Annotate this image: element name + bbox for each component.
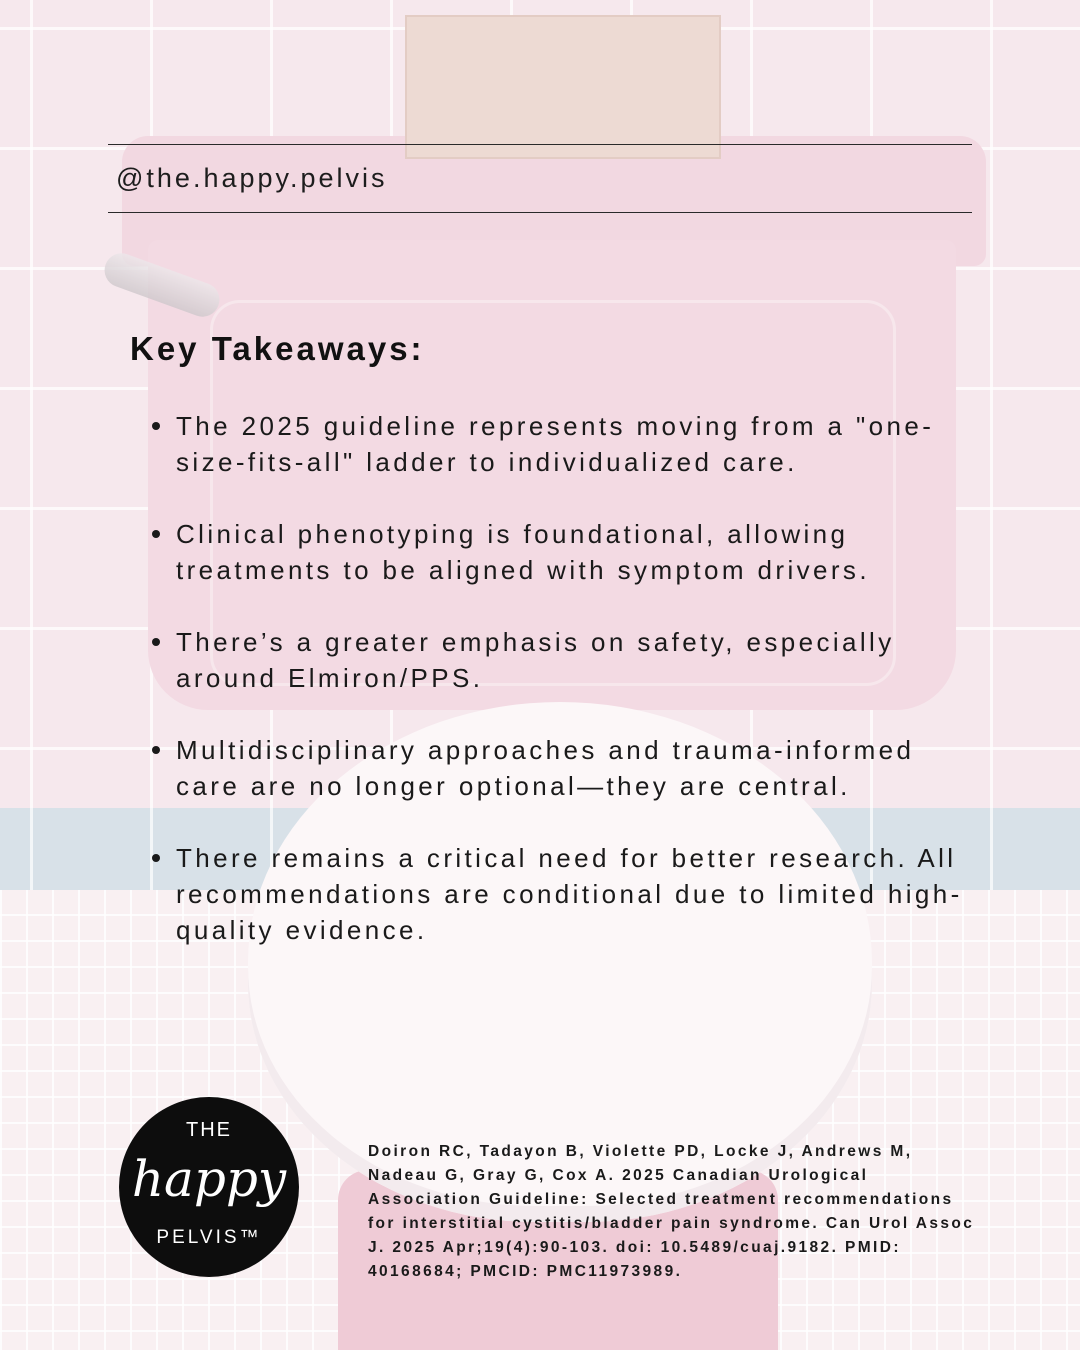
takeaway-item: Multidisciplinary approaches and trauma-informed care are no longer optional—they are central. [148, 732, 988, 804]
bottom-divider [108, 212, 972, 213]
takeaway-item: There remains a critical need for better research. All recommendations are conditional due to limited high-quality evidence. [148, 840, 988, 948]
takeaway-item: Clinical phenotyping is foundational, allowing treatments to be aligned with symptom drivers. [148, 516, 988, 588]
logo-the: THE [186, 1119, 232, 1141]
logo-pelvis: PELVIS™ [156, 1227, 262, 1248]
citation-text: Doiron RC, Tadayon B, Violette PD, Locke J, Andrews M, Nadeau G, Gray G, Cox A. 2025 Canadian Urological Association Guideline: Selected treatment recommendations for interstitial cystitis/bladder pain syndrome. Can Urol Assoc J. 2025 Apr;19(4):90-103. doi: 10.5489/cuaj.9182. PMID: 40168684; PMCID: PMC11973989. [368, 1143, 975, 1280]
takeaway-item: There’s a greater emphasis on safety, especially around Elmiron/PPS. [148, 624, 988, 696]
social-handle: @the.happy.pelvis [116, 163, 388, 193]
top-divider [108, 144, 972, 145]
takeaway-item: The 2025 guideline represents moving from a "one-size-fits-all" ladder to individualized care. [148, 408, 988, 480]
page-title: Key Takeaways: [130, 330, 425, 367]
takeaways-list [148, 408, 988, 984]
logo-happy: happy [131, 1150, 287, 1208]
brand-logo [119, 1097, 299, 1277]
